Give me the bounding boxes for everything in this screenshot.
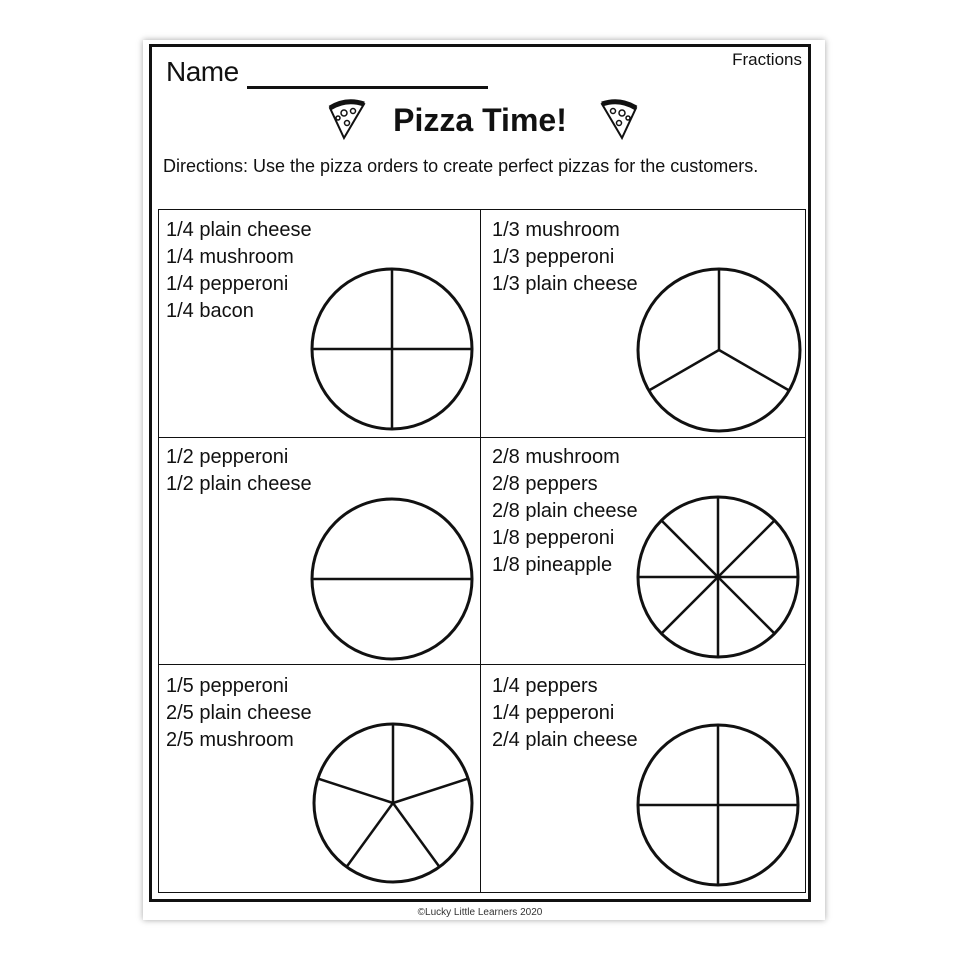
order-card-3 <box>166 444 312 498</box>
order-card-5 <box>166 673 312 754</box>
topic-label: Fractions <box>732 50 802 69</box>
pizza-circle-3[interactable] <box>310 497 474 661</box>
pizza-circle-4[interactable] <box>636 495 800 659</box>
grid-divider-row-2 <box>158 664 806 665</box>
grid-divider-vertical <box>480 209 481 893</box>
grid-divider-row-1 <box>158 437 806 438</box>
order-line: 1/5 pepperoni <box>166 675 289 697</box>
pizza-slice-icon-right <box>596 96 642 142</box>
order-line: 1/4 plain cheese <box>166 219 312 241</box>
order-line: 1/3 pepperoni <box>492 246 615 268</box>
copyright-footer: ©Lucky Little Learners 2020 <box>417 907 543 918</box>
order-line: 1/8 pineapple <box>492 554 613 576</box>
order-line: 1/4 pepperoni <box>166 273 289 295</box>
name-label: Name <box>166 56 239 87</box>
order-line: 1/4 bacon <box>166 300 254 322</box>
order-line: 1/4 mushroom <box>166 246 294 268</box>
order-line: 2/4 plain cheese <box>492 729 638 751</box>
order-card-4 <box>492 444 638 579</box>
order-line: 1/2 pepperoni <box>166 446 289 468</box>
order-card-2 <box>492 217 638 298</box>
order-card-1 <box>166 217 312 325</box>
order-line: 1/3 mushroom <box>492 219 620 241</box>
order-line: 1/3 plain cheese <box>492 273 638 295</box>
page-title: Pizza Time! <box>393 102 567 138</box>
order-line: 1/4 pepperoni <box>492 702 615 724</box>
directions-text: Directions: Use the pizza orders to create perfect pizzas for the customers. <box>163 156 759 176</box>
pizza-circle-5[interactable] <box>312 722 474 884</box>
order-line: 1/2 plain cheese <box>166 473 312 495</box>
order-line: 2/5 plain cheese <box>166 702 312 724</box>
order-line: 2/5 mushroom <box>166 729 294 751</box>
pizza-circle-6[interactable] <box>636 723 800 887</box>
order-line: 2/8 plain cheese <box>492 500 638 522</box>
order-line: 1/8 pepperoni <box>492 527 615 549</box>
pizza-circle-2[interactable] <box>636 267 802 433</box>
order-line: 2/8 peppers <box>492 473 598 495</box>
order-card-6 <box>492 673 638 754</box>
order-line: 2/8 mushroom <box>492 446 620 468</box>
order-line: 1/4 peppers <box>492 675 598 697</box>
pizza-circle-1[interactable] <box>310 267 474 431</box>
name-write-line[interactable] <box>247 86 488 89</box>
